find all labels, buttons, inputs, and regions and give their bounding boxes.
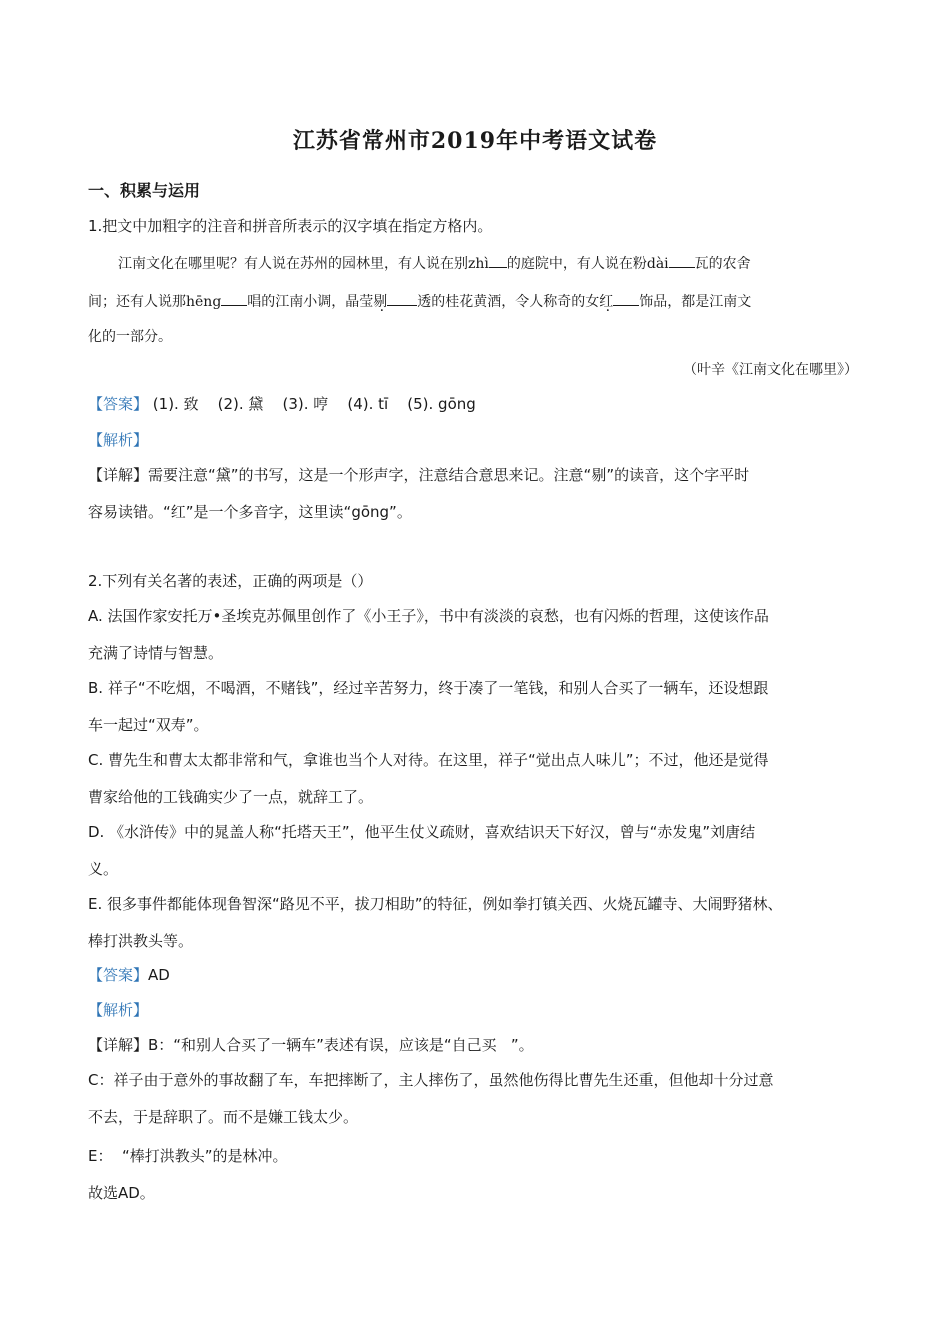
option-a-cont: 充满了诗情与智慧。	[88, 644, 224, 662]
section-heading: 一、积累与运用	[88, 181, 201, 200]
question-1-stem: 1.把文中加粗字的注音和拼音所表示的汉字填在指定方格内。	[88, 217, 493, 235]
passage-source: （叶辛《江南文化在哪里》）	[683, 362, 858, 378]
analysis-tag: 【解析】	[88, 1001, 149, 1019]
detail-line: 容易读错。“红”是一个多音字，这里读“gōng”。	[88, 503, 412, 521]
answer-row	[88, 965, 170, 985]
passage-text: 唱的江南小调，晶莹	[247, 294, 374, 310]
answer-row	[88, 394, 476, 414]
option-a: A. 法国作家安托万•圣埃克苏佩里创作了《小王子》，书中有淡淡的哀愁，也有闪烁的哲理，这使该作品	[88, 607, 769, 625]
option-e: E. 很多事件都能体现鲁智深“路见不平，拔刀相助”的特征，例如拳打镇关西、火烧瓦罐寺、大闹野猪林、	[88, 895, 783, 913]
blank-4	[387, 290, 417, 306]
option-b-cont: 车一起过“双寿”。	[88, 716, 209, 734]
passage-text: 瓦的农舍	[694, 256, 751, 272]
option-e-cont: 棒打洪教头等。	[88, 932, 194, 950]
passage-text: 透的桂花黄酒，令人称奇的女	[417, 294, 600, 310]
blank-1	[489, 252, 507, 268]
option-d: D. 《水浒传》中的晁盖人称“托塔天王”，他平生仗义疏财，喜欢结识天下好汉，曾与“赤发鬼”刘唐结	[88, 823, 756, 841]
analysis-tag: 【解析】	[88, 431, 149, 449]
passage-line-3: 化的一部分。	[88, 329, 172, 345]
passage-line-2	[88, 290, 751, 312]
option-b: B. 祥子“不吃烟，不喝酒，不赌钱”，经过辛苦努力，终于凑了一笔钱，和别人合买了一辆车，还设想跟	[88, 679, 769, 697]
passage-text: 的庭院中，有人说在粉	[506, 256, 647, 272]
answer-text: (1). 致 (2). 黛 (3). 哼 (4). tī (5). gōng	[152, 395, 476, 413]
bold-char-gong: 红	[599, 294, 614, 310]
question-2-stem: 2.下列有关名著的表述，正确的两项是（）	[88, 572, 373, 590]
option-c-cont: 曹家给他的工钱确实少了一点，就辞工了。	[88, 788, 374, 806]
passage-text: 间；还有人说那	[88, 294, 186, 310]
detail-line: 不去，于是辞职了。而不是嫌工钱太少。	[88, 1108, 359, 1126]
page-title: 江苏省常州市2019年中考语文试卷	[292, 128, 658, 154]
blank-3	[221, 290, 247, 306]
detail-line: C：祥子由于意外的事故翻了车，车把摔断了，主人摔伤了，虽然他伤得比曹先生还重，但他却十分过意	[88, 1071, 774, 1089]
detail-line: 【详解】需要注意“黛”的书写，这是一个形声字，注意结合意思来记。注意“剔”的读音，这个字平时	[88, 466, 750, 484]
option-d-cont: 义。	[88, 860, 119, 878]
answer-tag: 【答案】	[88, 395, 149, 413]
answer-tag: 【答案】	[88, 966, 149, 984]
pinyin-heng: hēng	[186, 294, 222, 310]
pinyin-zhi: zhì	[468, 256, 489, 272]
detail-line: E： “棒打洪教头”的是林冲。	[88, 1147, 288, 1165]
blank-2	[669, 252, 695, 268]
pinyin-dai: dài	[646, 256, 669, 272]
passage-text: 江南文化在哪里呢？有人说在苏州的园林里，有人说在别	[118, 256, 468, 272]
detail-line: 【详解】B：“和别人合买了一辆车”表述有误，应该是“自己买 ”。	[88, 1036, 534, 1054]
conclusion-line: 故选AD。	[88, 1184, 155, 1202]
option-c: C. 曹先生和曹太太都非常和气，拿谁也当个人对待。在这里，祥子“觉出点人味儿”；不过，他还是觉得	[88, 751, 769, 769]
passage-line-1	[118, 252, 751, 274]
passage-text: 饰品，都是江南文	[639, 294, 752, 310]
bold-char-ti: 剔	[373, 294, 388, 310]
answer-text: AD	[148, 966, 170, 984]
blank-5	[613, 290, 639, 306]
